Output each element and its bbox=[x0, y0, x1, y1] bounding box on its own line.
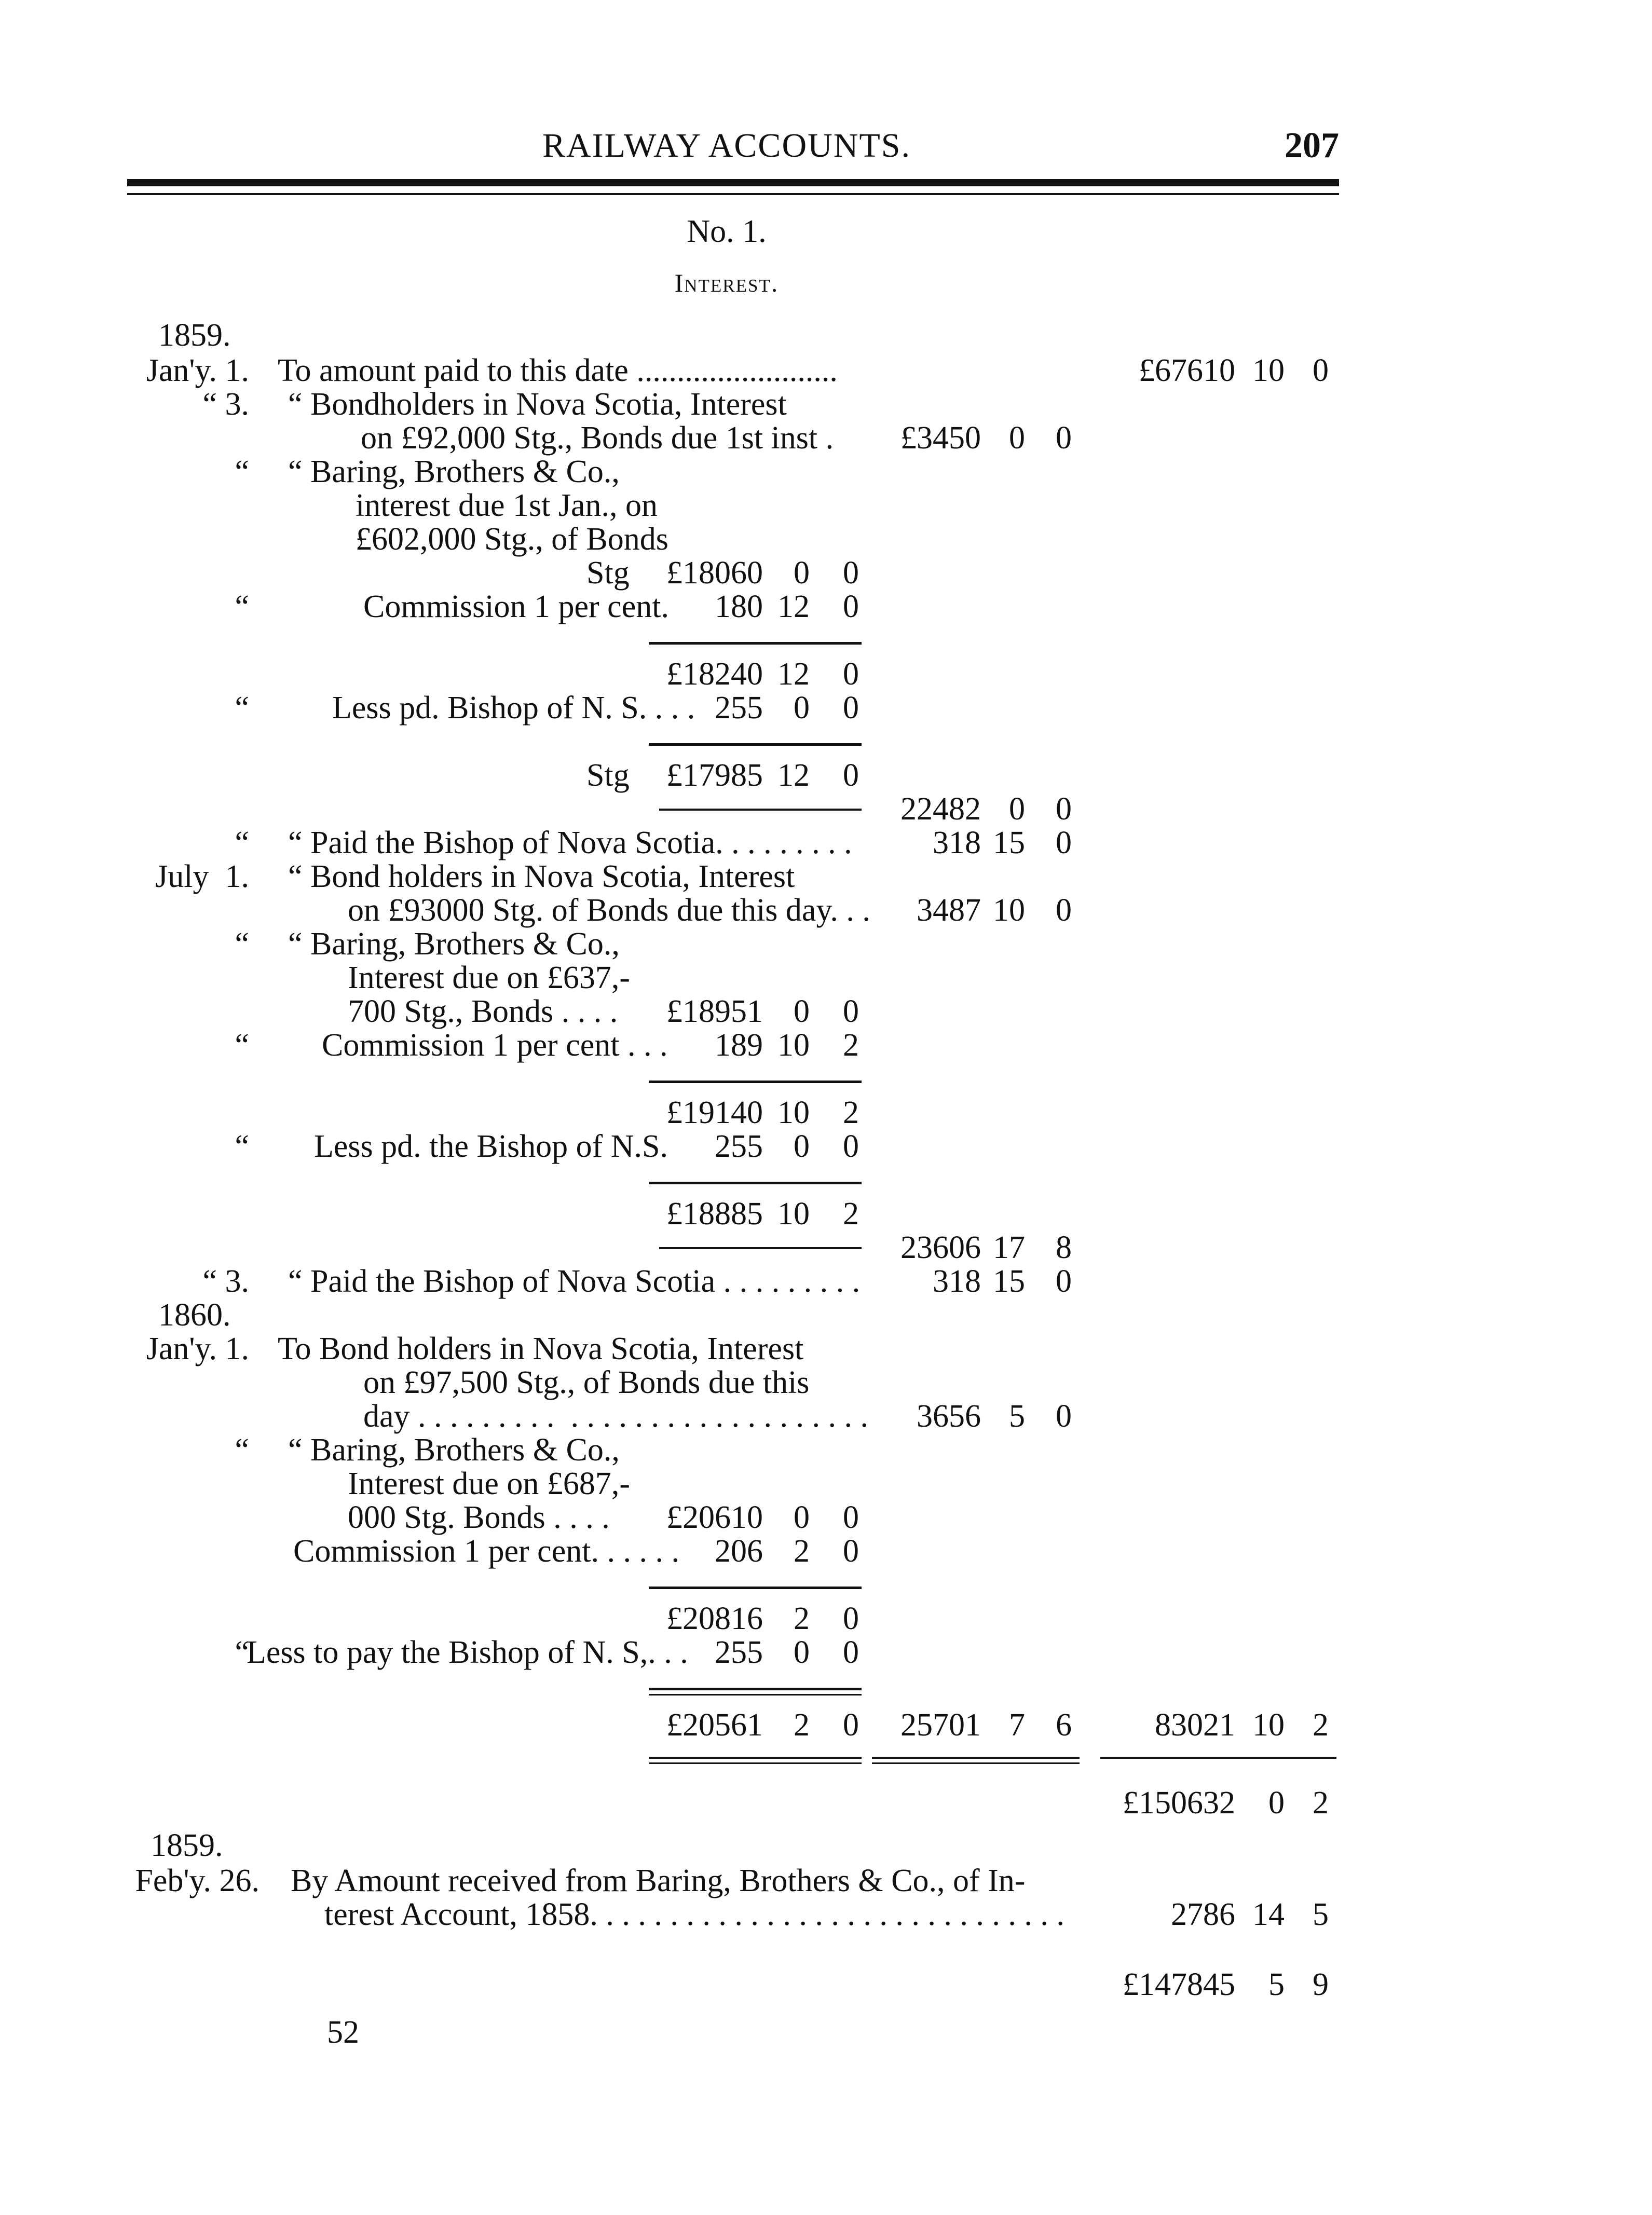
entry-description: “ Baring, Brothers & Co., bbox=[288, 926, 620, 962]
subtotal-rule bbox=[649, 1081, 862, 1083]
subtotal-rule bbox=[649, 1182, 862, 1184]
amount-pounds: £20816 bbox=[666, 1601, 763, 1636]
grand-total-pence: 2 bbox=[1313, 1785, 1329, 1821]
entry-description: on £93000 Stg. of Bonds due this day. . . bbox=[348, 893, 870, 928]
amount-shillings: 5 bbox=[1009, 1399, 1025, 1434]
amount-shillings: 10 bbox=[777, 1095, 810, 1130]
amount-pence: 2 bbox=[843, 1028, 859, 1063]
final-total-shillings: 5 bbox=[1268, 1967, 1285, 2002]
amount-pounds: 318 bbox=[933, 1264, 981, 1299]
entry-description: Less to pay the Bishop of N. S,. . . bbox=[247, 1635, 688, 1670]
year-label: 1859. bbox=[158, 318, 231, 353]
receipt-description: By Amount received from Baring, Brothers & Co., of In- bbox=[291, 1863, 1026, 1898]
amount-pounds: 3487 bbox=[917, 893, 981, 928]
amount-pence: 0 bbox=[843, 1534, 859, 1569]
signature-mark: 52 bbox=[327, 2015, 359, 2050]
entry-description: Interest due on £637,- bbox=[348, 960, 631, 995]
amount-pence: 0 bbox=[1313, 353, 1329, 388]
entry-date: “ bbox=[235, 825, 249, 860]
subtotal-rule bbox=[649, 1688, 862, 1690]
amount-shillings: 2 bbox=[794, 1601, 810, 1636]
amount-pence: 0 bbox=[843, 657, 859, 692]
amount-pence: 0 bbox=[1056, 825, 1072, 860]
total-rule bbox=[1100, 1757, 1336, 1759]
total-rule bbox=[649, 1762, 862, 1764]
amount-shillings: 12 bbox=[777, 589, 810, 624]
amount-shillings: 10 bbox=[777, 1196, 810, 1232]
subtotal-rule bbox=[649, 1587, 862, 1589]
amount-pounds: 22482 bbox=[900, 791, 981, 827]
total-b-pounds: 25701 bbox=[900, 1707, 981, 1743]
amount-pounds: £67610 bbox=[1139, 353, 1235, 388]
receipt-shillings: 14 bbox=[1252, 1897, 1285, 1932]
entry-description: interest due 1st Jan., on bbox=[356, 488, 658, 523]
entry-description: Less pd. Bishop of N. S. . . . bbox=[332, 690, 695, 726]
final-total-pence: 9 bbox=[1313, 1967, 1329, 2002]
amount-pounds: £18060 bbox=[666, 555, 763, 591]
amount-pence: 0 bbox=[843, 758, 859, 793]
amount-shillings: 15 bbox=[993, 825, 1025, 860]
amount-shillings: 0 bbox=[794, 555, 810, 591]
receipt-pence: 5 bbox=[1313, 1897, 1329, 1932]
amount-shillings: 17 bbox=[993, 1230, 1025, 1265]
amount-pence: 0 bbox=[843, 690, 859, 726]
amount-pounds: 255 bbox=[715, 1129, 763, 1164]
entry-date: “ bbox=[235, 1635, 249, 1670]
entry-date: “ 3. bbox=[202, 387, 249, 422]
amount-shillings: 10 bbox=[1252, 353, 1285, 388]
header-thick-rule bbox=[127, 179, 1339, 186]
amount-pence: 0 bbox=[843, 555, 859, 591]
final-total-pounds: £147845 bbox=[1123, 1967, 1235, 2002]
grand-total-shillings: 0 bbox=[1268, 1785, 1285, 1821]
page-number: 207 bbox=[1285, 126, 1339, 166]
entry-date: “ bbox=[235, 589, 249, 624]
subtotal-rule bbox=[649, 743, 862, 746]
amount-pence: 2 bbox=[843, 1095, 859, 1130]
amount-pence: 0 bbox=[843, 1500, 859, 1535]
amount-shillings: 2 bbox=[794, 1534, 810, 1569]
total-rule bbox=[872, 1757, 1080, 1759]
amount-pounds: £20610 bbox=[666, 1500, 763, 1535]
receipt-pounds: 2786 bbox=[1171, 1897, 1235, 1932]
header-thin-rule bbox=[127, 193, 1339, 195]
amount-pounds: £18240 bbox=[666, 657, 763, 692]
amount-pence: 0 bbox=[1056, 791, 1072, 827]
amount-pence: 0 bbox=[843, 1635, 859, 1670]
entry-description: “ Baring, Brothers & Co., bbox=[288, 1432, 620, 1468]
total-a-pence: 0 bbox=[843, 1707, 859, 1743]
entry-date: “ bbox=[235, 926, 249, 962]
amount-pence: 0 bbox=[1056, 1399, 1072, 1434]
entry-description: “ Baring, Brothers & Co., bbox=[288, 454, 620, 489]
amount-pounds: 23606 bbox=[900, 1230, 981, 1265]
entry-description: Commission 1 per cent. bbox=[363, 589, 669, 624]
amount-shillings: 10 bbox=[993, 893, 1025, 928]
amount-shillings: 0 bbox=[1009, 420, 1025, 456]
amount-pounds: £3450 bbox=[900, 420, 981, 456]
running-header-title: RAILWAY ACCOUNTS. bbox=[542, 127, 911, 165]
total-c-pounds: 83021 bbox=[1155, 1707, 1235, 1743]
grand-total-pounds: £150632 bbox=[1123, 1785, 1235, 1821]
amount-pence: 0 bbox=[843, 1129, 859, 1164]
year-label: 1859. bbox=[151, 1828, 223, 1863]
stg-label: Stg bbox=[586, 555, 630, 591]
amount-pence: 0 bbox=[1056, 420, 1072, 456]
amount-pence: 0 bbox=[843, 589, 859, 624]
entry-date: “ bbox=[235, 1432, 249, 1468]
entry-description: on £97,500 Stg., of Bonds due this bbox=[363, 1365, 810, 1400]
entry-description: “ Bond holders in Nova Scotia, Interest bbox=[288, 859, 795, 894]
amount-pence: 0 bbox=[843, 994, 859, 1029]
amount-pence: 2 bbox=[843, 1196, 859, 1232]
amount-pence: 0 bbox=[843, 1601, 859, 1636]
amount-pence: 0 bbox=[1056, 1264, 1072, 1299]
total-b-pence: 6 bbox=[1056, 1707, 1072, 1743]
total-rule bbox=[872, 1762, 1080, 1764]
entry-date: “ bbox=[235, 454, 249, 489]
amount-pounds: 189 bbox=[715, 1028, 763, 1063]
amount-pounds: £18885 bbox=[666, 1196, 763, 1232]
amount-shillings: 10 bbox=[777, 1028, 810, 1063]
amount-shillings: 15 bbox=[993, 1264, 1025, 1299]
entry-description: “ Paid the Bishop of Nova Scotia. . . . . . . . . bbox=[288, 825, 852, 860]
subtotal-rule bbox=[649, 642, 862, 645]
stg-label: Stg bbox=[586, 758, 630, 793]
amount-shillings: 0 bbox=[794, 1500, 810, 1535]
total-rule bbox=[649, 1757, 862, 1759]
total-a-shillings: 2 bbox=[794, 1707, 810, 1743]
entry-description: “ Bondholders in Nova Scotia, Interest bbox=[288, 387, 787, 422]
total-a-pounds: £20561 bbox=[666, 1707, 763, 1743]
amount-shillings: 0 bbox=[794, 690, 810, 726]
amount-shillings: 0 bbox=[794, 994, 810, 1029]
entry-description: 700 Stg., Bonds . . . . bbox=[348, 994, 618, 1029]
total-c-shillings: 10 bbox=[1252, 1707, 1285, 1743]
amount-pence: 0 bbox=[1056, 893, 1072, 928]
amount-shillings: 0 bbox=[1009, 791, 1025, 827]
amount-shillings: 12 bbox=[777, 657, 810, 692]
entry-description: Commission 1 per cent . . . bbox=[322, 1028, 668, 1063]
amount-shillings: 0 bbox=[794, 1635, 810, 1670]
entry-date: “ bbox=[235, 1028, 249, 1063]
entry-description: To amount paid to this date ......................... bbox=[278, 353, 838, 388]
amount-pounds: £17985 bbox=[666, 758, 763, 793]
account-number-heading: No. 1. bbox=[687, 214, 767, 249]
amount-pence: 8 bbox=[1056, 1230, 1072, 1265]
entry-date: “ 3. bbox=[202, 1264, 249, 1299]
amount-shillings: 12 bbox=[777, 758, 810, 793]
amount-pounds: 318 bbox=[933, 825, 981, 860]
entry-date: Jan'y. 1. bbox=[146, 1331, 249, 1366]
account-title: Interest. bbox=[674, 268, 779, 297]
amount-pounds: £18951 bbox=[666, 994, 763, 1029]
entry-description: Less pd. the Bishop of N.S. bbox=[314, 1129, 668, 1164]
year-label: 1860. bbox=[158, 1297, 231, 1333]
amount-pounds: 180 bbox=[715, 589, 763, 624]
entry-description: Interest due on £687,- bbox=[348, 1466, 631, 1501]
entry-date: “ bbox=[235, 1129, 249, 1164]
amount-pounds: £19140 bbox=[666, 1095, 763, 1130]
entry-date: July 1. bbox=[155, 859, 249, 894]
amount-shillings: 0 bbox=[794, 1129, 810, 1164]
entry-description: £602,000 Stg., of Bonds bbox=[356, 522, 668, 557]
entry-date: “ bbox=[235, 690, 249, 726]
entry-description: Commission 1 per cent. . . . . . bbox=[293, 1534, 679, 1569]
subtotal-rule bbox=[649, 1694, 862, 1696]
entry-date: Jan'y. 1. bbox=[146, 353, 249, 388]
amount-pounds: 255 bbox=[715, 690, 763, 726]
receipt-date: Feb'y. 26. bbox=[135, 1863, 260, 1898]
entry-description: day . . . . . . . . . . . . . . . . . . . . . . . . . . . . bbox=[363, 1399, 869, 1434]
entry-description: To Bond holders in Nova Scotia, Interest bbox=[278, 1331, 804, 1366]
amount-pounds: 3656 bbox=[917, 1399, 981, 1434]
amount-pounds: 206 bbox=[715, 1534, 763, 1569]
entry-description: 000 Stg. Bonds . . . . bbox=[348, 1500, 610, 1535]
entry-description: “ Paid the Bishop of Nova Scotia . . . . . . . . . bbox=[288, 1264, 861, 1299]
total-c-pence: 2 bbox=[1313, 1707, 1329, 1743]
amount-pounds: 255 bbox=[715, 1635, 763, 1670]
entry-description: on £92,000 Stg., Bonds due 1st inst . bbox=[361, 420, 834, 456]
receipt-description: terest Account, 1858. . . . . . . . . . . . . . . . . . . . . . . . . . . . . . bbox=[324, 1897, 1064, 1932]
total-b-shillings: 7 bbox=[1009, 1707, 1025, 1743]
